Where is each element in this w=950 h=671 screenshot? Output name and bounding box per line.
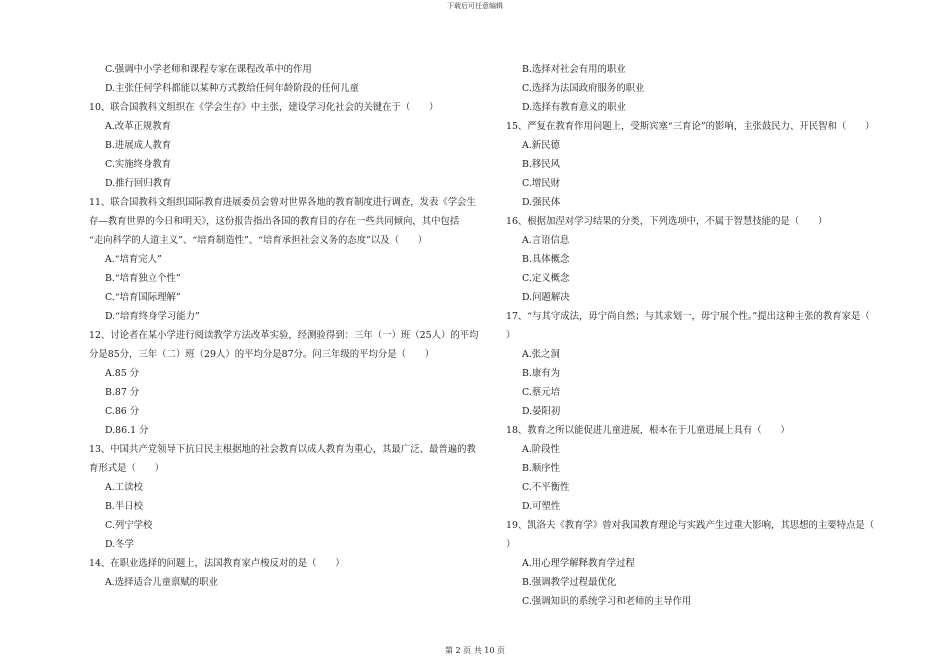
answer-option: D.晏阳初 xyxy=(522,406,561,417)
answer-option: A.言语信息 xyxy=(522,235,570,246)
answer-option: B.87 分 xyxy=(105,387,140,398)
answer-option: C.列宁学校 xyxy=(105,520,153,531)
left-column xyxy=(89,60,489,592)
answer-option: D.选择有教育意义的职业 xyxy=(522,102,626,113)
answer-option: C.“培育国际理解” xyxy=(105,292,181,303)
answer-option: C.选择为法国政府服务的职业 xyxy=(522,83,645,94)
answer-option: D.推行回归教育 xyxy=(105,178,172,189)
question-text: 13、中国共产党领导下抗日民主根据地的社会教育以成人教育为重心，其最广泛、最普遍的教 xyxy=(89,444,476,455)
answer-option: C.实施终身教育 xyxy=(105,159,172,170)
answer-option: A.选择适合儿童禀赋的职业 xyxy=(105,577,218,588)
answer-option: A.新民德 xyxy=(522,140,560,151)
answer-option: A.用心理学解释教育学过程 xyxy=(522,558,635,569)
answer-option: A.张之洞 xyxy=(522,349,560,360)
answer-option: C.蔡元培 xyxy=(522,387,560,398)
answer-option: C.86 分 xyxy=(105,406,140,417)
answer-option: C.定义概念 xyxy=(522,273,570,284)
answer-option: B.具体概念 xyxy=(522,254,570,265)
answer-option: B.选择对社会有用的职业 xyxy=(522,64,626,75)
question-text: 17、“与其守成法，毋宁尚自然；与其求划一，毋宁展个性。”提出这种主张的教育家是（ xyxy=(506,311,870,322)
question-text: 分是85分，三年（二）班（29人）的平均分是87分。问三年级的平均分是（ ） xyxy=(89,349,435,360)
answer-option: D.强民体 xyxy=(522,197,561,208)
answer-option: C.强调中小学老师和课程专家在课程改革中的作用 xyxy=(105,64,312,75)
question-text: 19、凯洛夫《教育学》曾对我国教育理论与实践产生过重大影响，其思想的主要特点是（ xyxy=(506,520,875,531)
answer-option: B.移民风 xyxy=(522,159,560,170)
question-text: 18、教育之所以能促进儿童进展，根本在于儿童进展上具有（ ） xyxy=(506,425,790,436)
answer-option: D.可塑性 xyxy=(522,501,561,512)
answer-option: D.冬学 xyxy=(105,539,134,550)
answer-option: A.85 分 xyxy=(105,368,140,379)
question-text: 11、联合国教科文组织国际教育进展委员会曾对世界各地的教育制度进行调查，发表《学会生 xyxy=(89,197,476,208)
question-text: 育形式是（ ） xyxy=(89,463,165,474)
answer-option: A.工读校 xyxy=(105,482,143,493)
page-header: 下载后可任意编辑 xyxy=(447,2,503,10)
answer-option: A.改革正规教育 xyxy=(105,121,172,132)
right-column xyxy=(506,60,906,611)
answer-option: D.主张任何学科都能以某种方式教给任何年龄阶段的任何儿童 xyxy=(105,83,359,94)
question-text: “走向科学的人道主义”、“培育制造性”、“培育承担社会义务的态度”以及（ ） xyxy=(89,235,428,246)
question-text: 10、联合国教科文组织在《学会生存》中主张，建设学习化社会的关键在于（ ） xyxy=(89,102,439,113)
answer-option: A.“培育完人” xyxy=(105,254,162,265)
answer-option: A.阶段性 xyxy=(522,444,560,455)
answer-option: B.顺序性 xyxy=(522,463,560,474)
answer-option: D.问题解决 xyxy=(522,292,570,303)
answer-option: B.康有为 xyxy=(522,368,560,379)
answer-option: D.86.1 分 xyxy=(105,425,149,436)
answer-option: B.强调教学过程最优化 xyxy=(522,577,617,588)
page-footer: 第 2 页 共 10 页 xyxy=(445,646,505,655)
question-text: 14、在职业选择的问题上，法国教育家卢梭反对的是（ ） xyxy=(89,558,345,569)
question-text: 16、根据加涅对学习结果的分类，下列选项中，不属于智慧技能的是（ ） xyxy=(506,216,828,227)
answer-option: C.增民财 xyxy=(522,178,560,189)
answer-option: C.不平衡性 xyxy=(522,482,570,493)
answer-option: B.“培育独立个性” xyxy=(105,273,181,284)
answer-option: B.半日校 xyxy=(105,501,143,512)
question-text: 15、严复在教育作用问题上，受斯宾塞“三育论”的影响，主张鼓民力、开民智和（ ） xyxy=(506,121,875,132)
question-text: ） xyxy=(506,330,516,341)
answer-option: B.进展成人教育 xyxy=(105,140,172,151)
answer-option: C.强调知识的系统学习和老师的主导作用 xyxy=(522,596,692,607)
question-text: 存—教育世界的今日和明天》，这份报告指出各国的教育目的存在一些共同倾向，其中包括 xyxy=(89,216,460,227)
question-text: ） xyxy=(506,539,516,550)
answer-option: D.“培育终身学习能力” xyxy=(105,311,200,322)
question-text: 12、讨论者在某小学进行阅读教学方法改革实验，经测验得到：三年（一）班（25人）的平均 xyxy=(89,330,479,341)
